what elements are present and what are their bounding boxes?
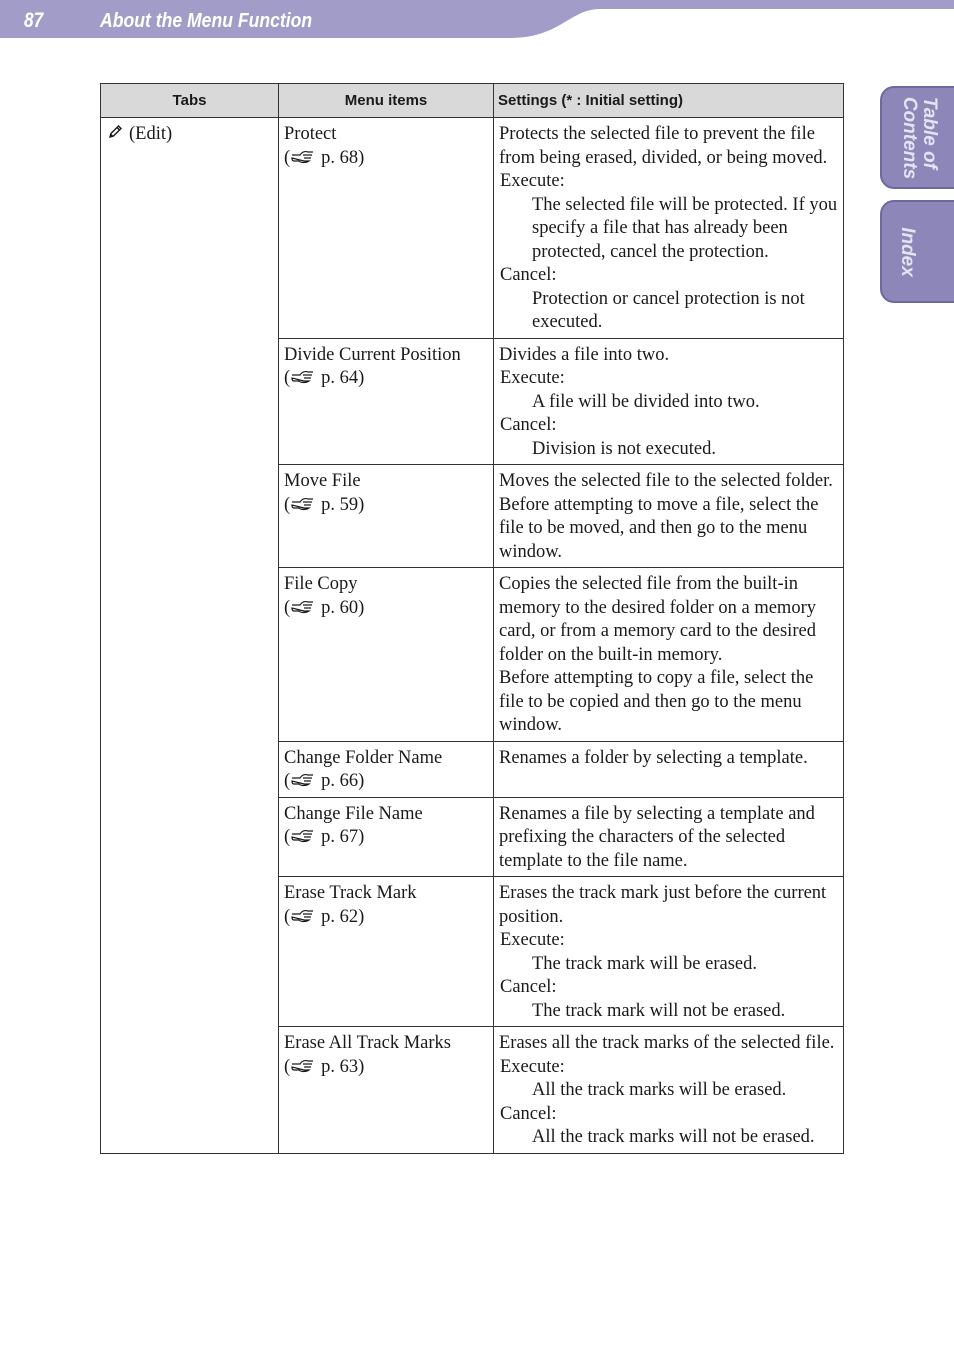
setting-note: Before attempting to move a file, select the file to be moved, and then go to the menu window. — [499, 494, 819, 562]
setting-description: Renames a folder by selecting a template. — [499, 747, 808, 768]
menu-item-cell — [279, 877, 494, 1027]
execute-description: A file will be divided into two. — [532, 391, 760, 412]
page-reference-text: p. 68 — [321, 147, 359, 168]
menu-items-column-header: Menu items — [279, 84, 494, 118]
execute-label: Execute: — [500, 171, 565, 191]
cancel-label: Cancel: — [500, 265, 557, 285]
table-of-contents-label: Table of Contents — [899, 96, 940, 179]
menu-item-name: Move File — [284, 471, 361, 491]
execute-description: All the track marks will be erased. — [532, 1080, 787, 1100]
pointing-hand-icon — [291, 370, 315, 384]
edit-tab-label: (Edit) — [129, 124, 173, 144]
setting-description: Protects the selected file to prevent the file from being erased, divided, or being moved. — [499, 124, 828, 168]
table-row — [101, 118, 844, 339]
execute-label: Execute: — [500, 930, 565, 950]
table-header-row — [101, 84, 844, 118]
setting-cell — [494, 741, 844, 797]
page-reference-text: p. 60 — [321, 597, 359, 618]
pointing-hand-icon — [291, 150, 315, 164]
page-reference[interactable]: ( p. 67) — [284, 827, 365, 847]
page-reference-text: p. 59 — [321, 494, 359, 515]
cancel-label: Cancel: — [500, 1103, 557, 1124]
cancel-label: Cancel: — [500, 977, 557, 997]
setting-note: Before attempting to copy a file, select the file to be copied and then go to the menu window. — [499, 668, 814, 735]
execute-label: Execute: — [500, 1056, 565, 1077]
menu-item-cell — [279, 465, 494, 568]
settings-column-header: Settings (* : Initial setting) — [494, 84, 844, 118]
index-label: Index — [897, 226, 918, 277]
page-reference[interactable]: ( p. 66) — [284, 771, 365, 791]
cancel-label: Cancel: — [500, 415, 557, 435]
page-reference[interactable]: ( p. 60) — [284, 597, 365, 618]
pointing-hand-icon — [291, 773, 315, 787]
menu-item-cell — [279, 118, 494, 339]
menu-item-name: Protect — [284, 124, 337, 144]
setting-cell — [494, 465, 844, 568]
menu-item-name: Change Folder Name — [284, 747, 443, 768]
execute-label: Execute: — [500, 368, 565, 388]
page-reference-text: p. 62 — [321, 906, 359, 927]
cancel-description: The track mark will not be erased. — [532, 1000, 786, 1021]
page-reference[interactable]: ( p. 63) — [284, 1056, 365, 1077]
setting-description: Erases the track mark just before the current position. — [499, 883, 827, 927]
cancel-description: Division is not executed. — [532, 438, 716, 459]
setting-cell — [494, 797, 844, 877]
pointing-hand-icon — [291, 1059, 315, 1073]
setting-description: Moves the selected file to the selected folder. — [499, 471, 833, 491]
page-reference-text: p. 66 — [321, 771, 359, 791]
menu-item-name: Divide Current Position — [284, 344, 461, 365]
setting-cell — [494, 118, 844, 339]
setting-description: Copies the selected file from the built-in memory to the desired folder on a memory card, or from a memory card to the desired folder on the built-in memory. — [499, 574, 816, 665]
tabs-column-header: Tabs — [101, 84, 279, 118]
pointing-hand-icon — [291, 497, 315, 511]
menu-item-cell — [279, 741, 494, 797]
menu-item-cell — [279, 797, 494, 877]
page-reference[interactable]: ( p. 59) — [284, 494, 365, 515]
table-of-contents-tab[interactable] — [880, 86, 954, 189]
pointing-hand-icon — [291, 909, 315, 923]
menu-item-name: File Copy — [284, 574, 358, 594]
page-number: 87 — [24, 9, 44, 32]
cancel-description: All the track marks will not be erased. — [532, 1127, 815, 1147]
pointing-hand-icon — [291, 600, 315, 614]
setting-description: Renames a file by selecting a template and prefixing the characters of the selected template to the file name. — [499, 803, 815, 871]
page-reference[interactable]: ( p. 68) — [284, 147, 365, 168]
setting-cell — [494, 338, 844, 465]
pointing-hand-icon — [291, 829, 315, 843]
menu-table — [100, 83, 844, 1154]
page-reference-text: p. 67 — [321, 827, 359, 847]
edit-tab-cell — [101, 118, 279, 1154]
section-title: About the Menu Function — [100, 10, 313, 32]
setting-cell — [494, 568, 844, 742]
menu-item-cell — [279, 568, 494, 742]
menu-item-cell — [279, 1027, 494, 1154]
index-tab[interactable] — [880, 200, 954, 303]
setting-cell — [494, 1027, 844, 1154]
setting-cell — [494, 877, 844, 1027]
menu-item-cell — [279, 338, 494, 465]
menu-item-name: Change File Name — [284, 803, 423, 824]
pencil-icon — [108, 124, 123, 139]
setting-description: Erases all the track marks of the selected file. — [499, 1033, 835, 1053]
cancel-description: Protection or cancel protection is not executed. — [532, 288, 805, 332]
execute-description: The selected file will be protected. If you specify a file that has already been protected, cancel the protection. — [532, 194, 838, 262]
page-reference[interactable]: ( p. 62) — [284, 906, 365, 927]
page-reference-text: p. 63 — [321, 1056, 359, 1077]
setting-description: Divides a file into two. — [499, 344, 670, 365]
menu-item-name: Erase Track Mark — [284, 883, 417, 903]
page-reference-text: p. 64 — [321, 368, 359, 388]
menu-item-name: Erase All Track Marks — [284, 1033, 451, 1053]
page-header — [0, 0, 954, 40]
page-reference[interactable]: ( p. 64) — [284, 368, 365, 388]
execute-description: The track mark will be erased. — [532, 953, 757, 974]
